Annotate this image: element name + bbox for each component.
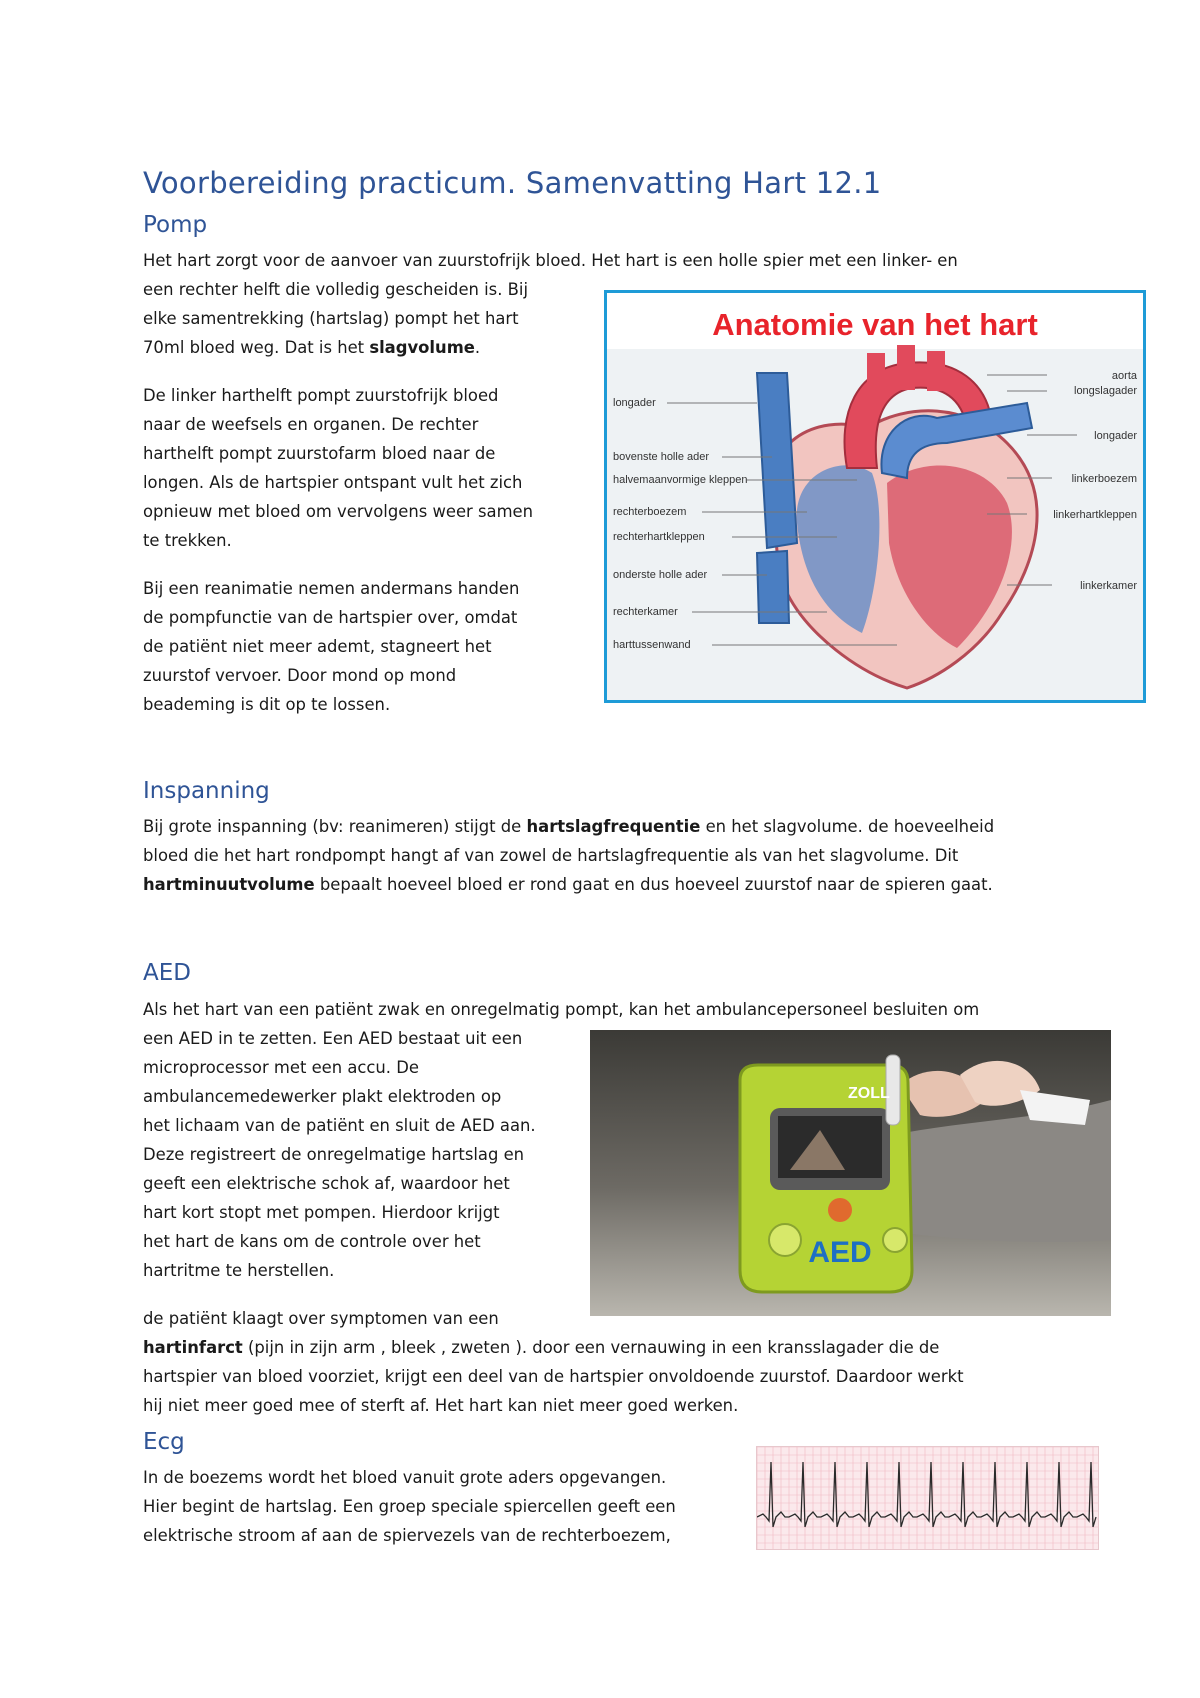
pomp-p3-line-5: beademing is dit op te lossen. bbox=[143, 695, 391, 714]
heart-anatomy-illustration bbox=[607, 293, 1143, 700]
term-slagvolume: slagvolume bbox=[369, 338, 475, 357]
aed-line-4: ambulancemedewerker plakt elektroden op bbox=[143, 1087, 502, 1106]
section-heading-pomp: Pomp bbox=[143, 212, 208, 238]
inspanning-line-2: bloed die het hart rondpompt hangt af van zowel de hartslagfrequentie als van het slagvolume. Dit bbox=[143, 846, 959, 865]
label-bovenste-holle-ader: bovenste holle ader bbox=[613, 451, 710, 463]
inspanning-line-3: hartminuutvolume bepaalt hoeveel bloed er rond gaat en dus hoeveel zuurstof naar de spieren gaat. bbox=[143, 875, 993, 894]
label-linkerboezem: linkerboezem bbox=[1071, 473, 1137, 485]
aed-line-9: het hart de kans om de controle over het bbox=[143, 1232, 481, 1251]
label-rechterkamer: rechterkamer bbox=[613, 606, 678, 618]
pomp-line-1: Het hart zorgt voor de aanvoer van zuurstofrijk bloed. Het hart is een holle spier met een linker- en bbox=[143, 251, 958, 270]
aed-line-6: Deze registreert de onregelmatige hartslag en bbox=[143, 1145, 525, 1164]
heart-anatomy-figure bbox=[604, 290, 1146, 703]
inspanning-line-1: Bij grote inspanning (bv: reanimeren) stijgt de hartslagfrequentie en het slagvolume. de hoeveelheid bbox=[143, 817, 995, 836]
section-heading-aed: AED bbox=[143, 960, 191, 986]
ecg-line-2: Hier begint de hartslag. Een groep speciale spiercellen geeft een bbox=[143, 1497, 676, 1516]
ecg-strip-image bbox=[756, 1446, 1099, 1550]
aed-brand-label: ZOLL bbox=[848, 1085, 890, 1102]
aed-line-3: microprocessor met een accu. De bbox=[143, 1058, 419, 1077]
label-aorta: aorta bbox=[1111, 370, 1137, 382]
pomp-p2-line-3: harthelft pompt zuurstofarm bloed naar de bbox=[143, 444, 496, 463]
aed-p2-line-1: de patiënt klaagt over symptomen van een bbox=[143, 1309, 499, 1328]
aed-line-8: hart kort stopt met pompen. Hierdoor krijgt bbox=[143, 1203, 500, 1222]
pomp-p2-line-6: te trekken. bbox=[143, 531, 232, 550]
label-longader-right: longader bbox=[1094, 430, 1137, 442]
section-heading-inspanning: Inspanning bbox=[143, 778, 270, 804]
document-title: Voorbereiding practicum. Samenvatting Hart 12.1 bbox=[143, 166, 882, 200]
aed-line-5: het lichaam van de patiënt en sluit de AED aan. bbox=[143, 1116, 536, 1135]
aed-p2-line-2: hartinfarct (pijn in zijn arm , bleek , zweten ). door een vernauwing in een kransslagader die de bbox=[143, 1338, 940, 1357]
ecg-trace bbox=[757, 1447, 1098, 1549]
aed-p2-line-3: hartspier van bloed voorziet, krijgt een deel van de hartspier onvoldoende zuurstof. Daardoor werkt bbox=[143, 1367, 964, 1386]
label-longader-left: longader bbox=[613, 397, 656, 409]
label-rechterhartkleppen: rechterhartkleppen bbox=[613, 531, 705, 543]
aed-p2-line-4: hij niet meer goed mee of sterft af. Het hart kan niet meer goed werken. bbox=[143, 1396, 739, 1415]
aed-line-7: geeft een elektrische schok af, waardoor het bbox=[143, 1174, 510, 1193]
section-heading-ecg: Ecg bbox=[143, 1429, 185, 1455]
pomp-line-4: 70ml bloed weg. Dat is het slagvolume. bbox=[143, 338, 481, 357]
pomp-p2-line-1: De linker harthelft pompt zuurstofrijk bloed bbox=[143, 386, 499, 405]
aed-device-label: AED bbox=[808, 1236, 872, 1269]
label-halvemaanvormige-kleppen: halvemaanvormige kleppen bbox=[613, 474, 748, 486]
pomp-p3-line-3: de patiënt niet meer ademt, stagneert het bbox=[143, 637, 492, 656]
label-rechterboezem: rechterboezem bbox=[613, 506, 687, 518]
label-longslagader: longslagader bbox=[1074, 385, 1137, 397]
pomp-p3-line-4: zuurstof vervoer. Door mond op mond bbox=[143, 666, 457, 685]
aed-line-2: een AED in te zetten. Een AED bestaat uit een bbox=[143, 1029, 523, 1048]
aed-line-10: hartritme te herstellen. bbox=[143, 1261, 335, 1280]
label-linkerkamer: linkerkamer bbox=[1080, 580, 1137, 592]
pomp-line-2: een rechter helft die volledig gescheiden is. Bij bbox=[143, 280, 528, 299]
label-onderste-holle-ader: onderste holle ader bbox=[613, 569, 708, 581]
term-hartminuutvolume: hartminuutvolume bbox=[143, 875, 315, 894]
aed-photo bbox=[590, 1030, 1111, 1316]
pomp-p3-line-2: de pompfunctie van de hartspier over, omdat bbox=[143, 608, 518, 627]
label-linkerhartkleppen: linkerhartkleppen bbox=[1053, 509, 1137, 521]
label-harttussenwand: harttussenwand bbox=[613, 639, 691, 651]
pomp-p2-line-5: opnieuw met bloed om vervolgens weer samen bbox=[143, 502, 534, 521]
aed-photo-illustration bbox=[590, 1030, 1111, 1316]
pomp-p2-line-4: longen. Als de hartspier ontspant vult het zich bbox=[143, 473, 523, 492]
pomp-p3-line-1: Bij een reanimatie nemen andermans handen bbox=[143, 579, 520, 598]
aed-line-1: Als het hart van een patiënt zwak en onregelmatig pompt, kan het ambulancepersoneel besluiten om bbox=[143, 1000, 980, 1019]
ecg-line-1: In de boezems wordt het bloed vanuit grote aders opgevangen. bbox=[143, 1468, 667, 1487]
pomp-line-3: elke samentrekking (hartslag) pompt het hart bbox=[143, 309, 519, 328]
ecg-line-3: elektrische stroom af aan de spiervezels van de rechterboezem, bbox=[143, 1526, 671, 1545]
term-hartinfarct: hartinfarct bbox=[143, 1338, 243, 1357]
pomp-p2-line-2: naar de weefsels en organen. De rechter bbox=[143, 415, 479, 434]
heart-figure-title: Anatomie van het hart bbox=[712, 307, 1038, 342]
term-hartslagfrequentie: hartslagfrequentie bbox=[526, 817, 701, 836]
